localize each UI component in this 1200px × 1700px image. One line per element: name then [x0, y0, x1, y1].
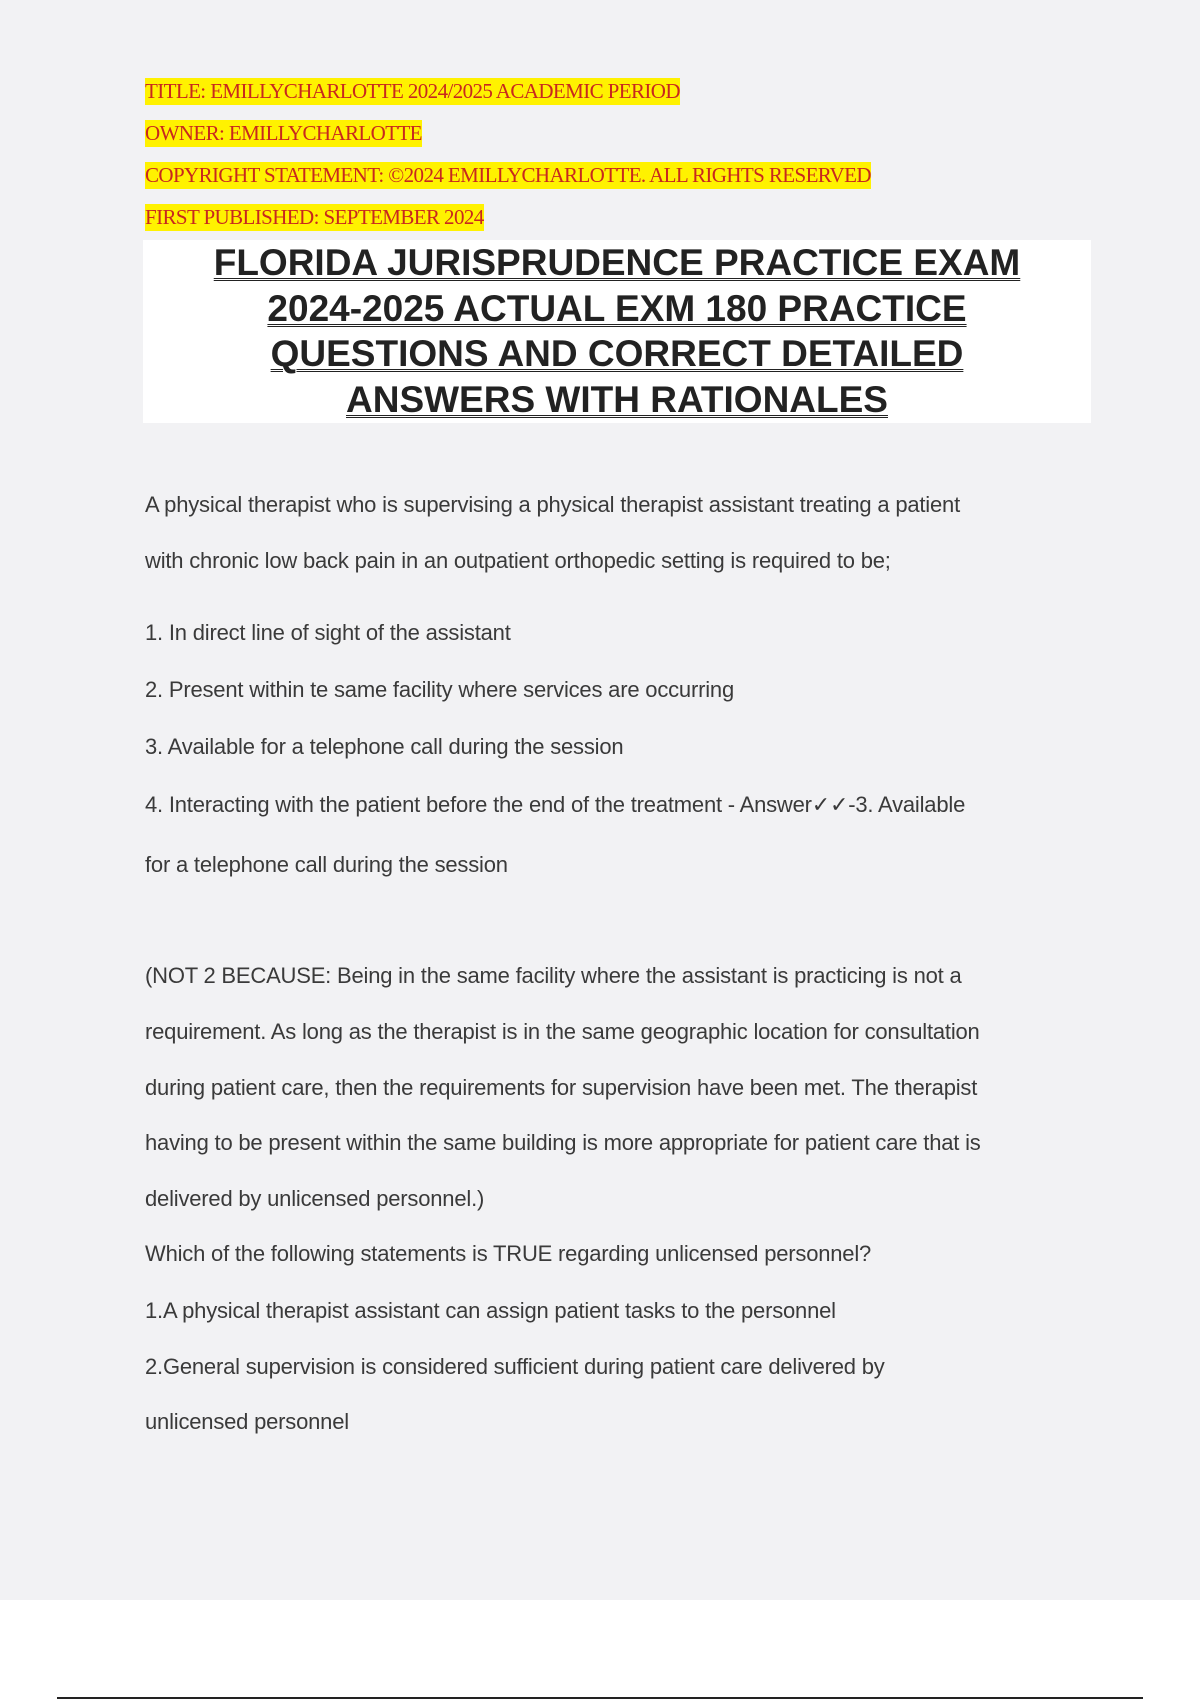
rationale-line-4: having to be present within the same building is more appropriate for patient care that is — [145, 1130, 981, 1155]
question-2-option-2-line-2: unlicensed personnel — [145, 1409, 349, 1434]
question-1-option-1: 1. In direct line of sight of the assistant — [145, 620, 511, 645]
question-2-option-2-line-1: 2.General supervision is considered sufficient during patient care delivered by — [145, 1354, 885, 1379]
rationale-line-2: requirement. As long as the therapist is in the same geographic location for consultation — [145, 1019, 980, 1044]
question-1-stem-line-1: A physical therapist who is supervising a physical therapist assistant treating a patient — [145, 492, 960, 517]
meta-owner: OWNER: EMILLYCHARLOTTE — [145, 120, 422, 145]
question-1-stem-line-2: with chronic low back pain in an outpatient orthopedic setting is required to be; — [145, 548, 891, 573]
page-separator-line — [57, 1697, 1143, 1699]
meta-published: FIRST PUBLISHED: SEPTEMBER 2024 — [145, 204, 484, 229]
meta-copyright: COPYRIGHT STATEMENT: ©2024 EMILLYCHARLOTTE. ALL RIGHTS RESERVED — [145, 162, 871, 187]
title-line-4: ANSWERS WITH RATIONALES — [346, 378, 888, 420]
question-2-stem: Which of the following statements is TRUE regarding unlicensed personnel? — [145, 1241, 872, 1266]
document-title — [143, 240, 1091, 423]
rationale-line-1: (NOT 2 BECAUSE: Being in the same facility where the assistant is practicing is not a — [145, 963, 962, 988]
question-1-option-2: 2. Present within te same facility where services are occurring — [145, 677, 734, 702]
title-line-1: FLORIDA JURISPRUDENCE PRACTICE EXAM — [213, 242, 1021, 283]
meta-title: TITLE: EMILLYCHARLOTTE 2024/2025 ACADEMIC PERIOD — [145, 78, 680, 103]
question-2-option-1: 1.A physical therapist assistant can assign patient tasks to the personnel — [145, 1298, 836, 1323]
title-line-3: QUESTIONS AND CORRECT DETAILED — [270, 333, 964, 374]
question-1-option-4-line-2: for a telephone call during the session — [145, 852, 508, 877]
question-1-option-4-line-1: 4. Interacting with the patient before the end of the treatment - Answer✓✓-3. Available — [145, 792, 966, 817]
document-metadata — [145, 70, 871, 238]
question-1-option-3: 3. Available for a telephone call during the session — [145, 734, 624, 759]
title-line-2: 2024-2025 ACTUAL EXM 180 PRACTICE — [267, 287, 967, 329]
rationale-line-5: delivered by unlicensed personnel.) — [145, 1186, 485, 1211]
rationale-line-3: during patient care, then the requirements for supervision have been met. The therapist — [145, 1075, 978, 1100]
